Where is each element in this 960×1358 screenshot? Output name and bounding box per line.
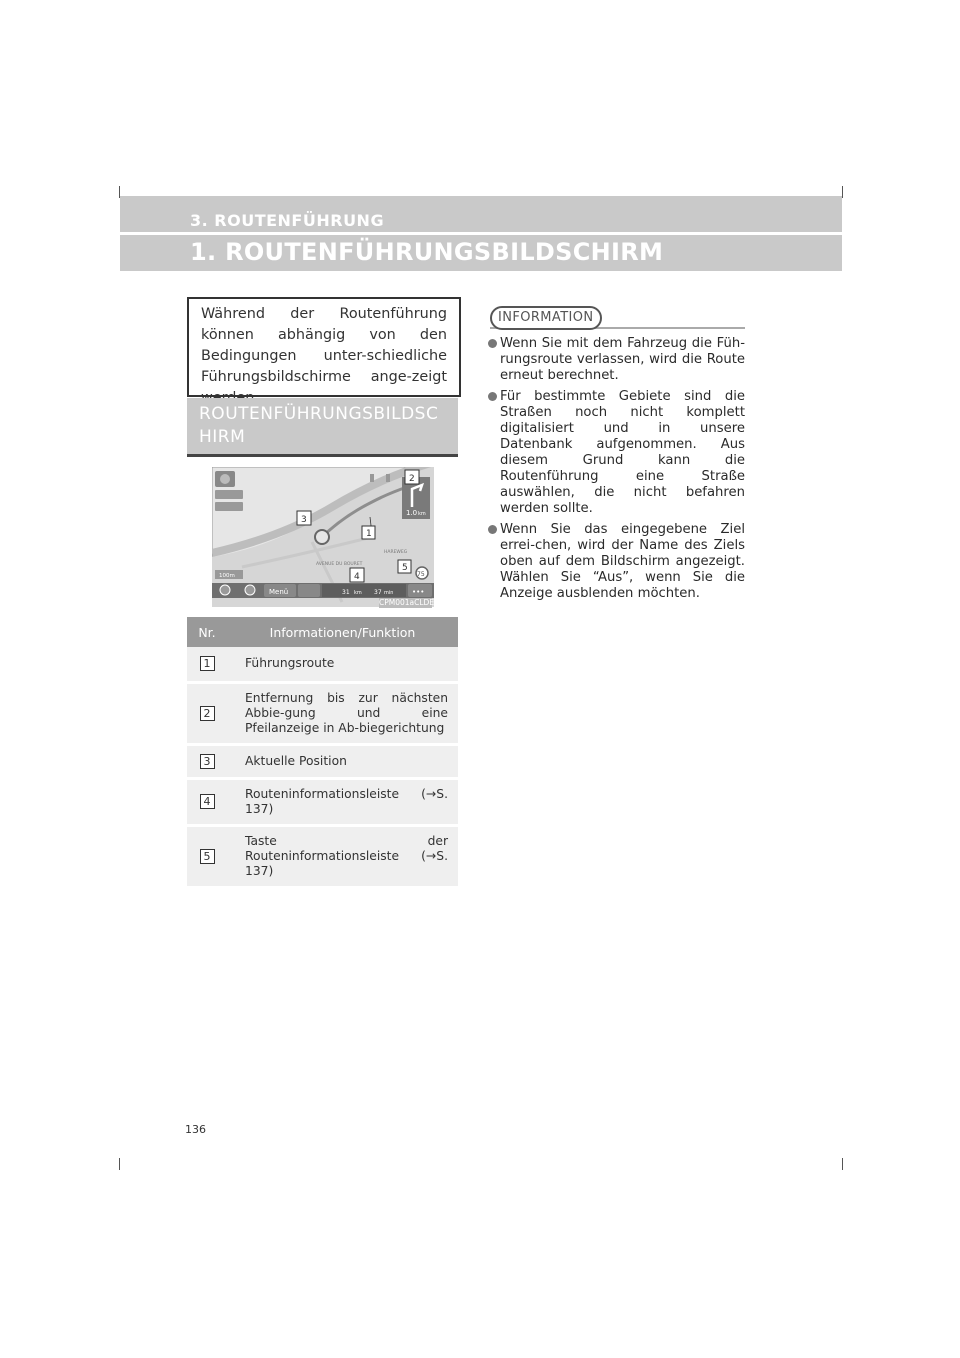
table-row <box>187 825 458 887</box>
zoom-in-button <box>220 585 230 595</box>
zoom-out-button <box>245 585 255 595</box>
turn-distance-unit: km <box>418 511 426 517</box>
street-label-1: HAREWEG <box>384 550 408 555</box>
svg-text:min: min <box>384 590 394 596</box>
table-row <box>187 682 458 744</box>
crop-mark-tr <box>842 186 843 198</box>
section-label: 3. ROUTENFÜHRUNG <box>190 211 385 230</box>
bullet-text: Wenn Sie mit dem Fahrzeug die Füh-rungsroute verlassen, wird die Route erneut berechnet. <box>500 336 745 383</box>
svg-text:•••: ••• <box>412 588 425 596</box>
bullet-icon <box>488 339 497 348</box>
subheading: ROUTENFÜHRUNGSBILDSC HIRM <box>199 404 439 447</box>
svg-text:Menü: Menü <box>269 588 289 596</box>
svg-text:5: 5 <box>402 563 408 573</box>
bullet-text: Für bestimmte Gebiete sind die Straßen noch nicht komplett digitalisiert und in unsere Datenbank aufgenommen. Aus diesem Grund kann die Routenführung eine Straße auswählen, die nicht befahren werden sollte. <box>500 389 745 516</box>
row-text: Routeninformationsleiste (→S. 137) <box>227 778 458 825</box>
svg-text:km: km <box>354 590 362 596</box>
crop-mark-bl <box>119 1158 120 1170</box>
table-header-row <box>187 617 458 647</box>
bullet-icon <box>488 392 497 401</box>
row-number: 2 <box>200 706 215 721</box>
list-item <box>490 522 745 602</box>
image-code: CPM001aCLDE <box>379 598 435 607</box>
svg-text:2: 2 <box>409 474 415 484</box>
row-number: 5 <box>200 849 215 864</box>
list-item <box>490 389 745 517</box>
row-text: Taste der Routeninformationsleiste (→S. 137) <box>227 825 458 887</box>
page-number: 136 <box>185 1123 206 1136</box>
svg-text:4: 4 <box>354 572 360 582</box>
table-row <box>187 647 458 682</box>
list-item <box>490 336 745 384</box>
current-position-icon <box>315 530 329 544</box>
svg-text:31: 31 <box>342 589 350 596</box>
header-divider <box>120 232 842 235</box>
page-title: 1. ROUTENFÜHRUNGSBILDSCHIRM <box>190 238 664 266</box>
row-number: 1 <box>200 656 215 671</box>
svg-text:3: 3 <box>301 515 307 525</box>
subheading-box <box>187 398 458 457</box>
row-number: 4 <box>200 794 215 809</box>
col-info-header: Informationen/Funktion <box>227 617 458 647</box>
navigation-screen-image <box>212 467 434 607</box>
svg-text:100m: 100m <box>219 573 235 579</box>
bullet-text: Wenn Sie das eingegebene Ziel errei-chen, wird der Name des Ziels oben auf dem Bildschirm angezeigt. Wählen Sie “Aus”, wenn Sie die Anzeige ausblenden möchten. <box>500 522 745 601</box>
row-number: 3 <box>200 754 215 769</box>
bullet-icon <box>488 525 497 534</box>
information-list <box>490 336 745 602</box>
row-text: Führungsroute <box>227 647 458 682</box>
information-tag: INFORMATION <box>490 306 602 330</box>
info-table <box>187 617 458 889</box>
street-label-2: AVENUE DU BOURET <box>316 562 363 567</box>
intro-box: Während der Routenführung können abhängig von den Bedingungen unter-schiedliche Führungsbildschirme ange-zeigt <box>187 297 461 397</box>
crop-mark-br <box>842 1158 843 1170</box>
turn-distance: 1.0 <box>406 509 418 517</box>
svg-text:1: 1 <box>366 529 372 539</box>
parking-button <box>215 502 243 511</box>
voice-button <box>298 584 320 597</box>
map-option-button <box>215 490 243 499</box>
svg-text:37: 37 <box>374 589 382 596</box>
table-row <box>187 778 458 825</box>
col-num-header: Nr. <box>187 617 227 647</box>
row-text: Aktuelle Position <box>227 744 458 778</box>
information-section <box>490 306 745 607</box>
svg-text:75: 75 <box>417 571 425 578</box>
row-text: Entfernung bis zur nächsten Abbie-gung und eine Pfeilanzeige in Ab-biegerichtung <box>227 682 458 744</box>
table-row <box>187 744 458 778</box>
page-header <box>120 196 842 271</box>
